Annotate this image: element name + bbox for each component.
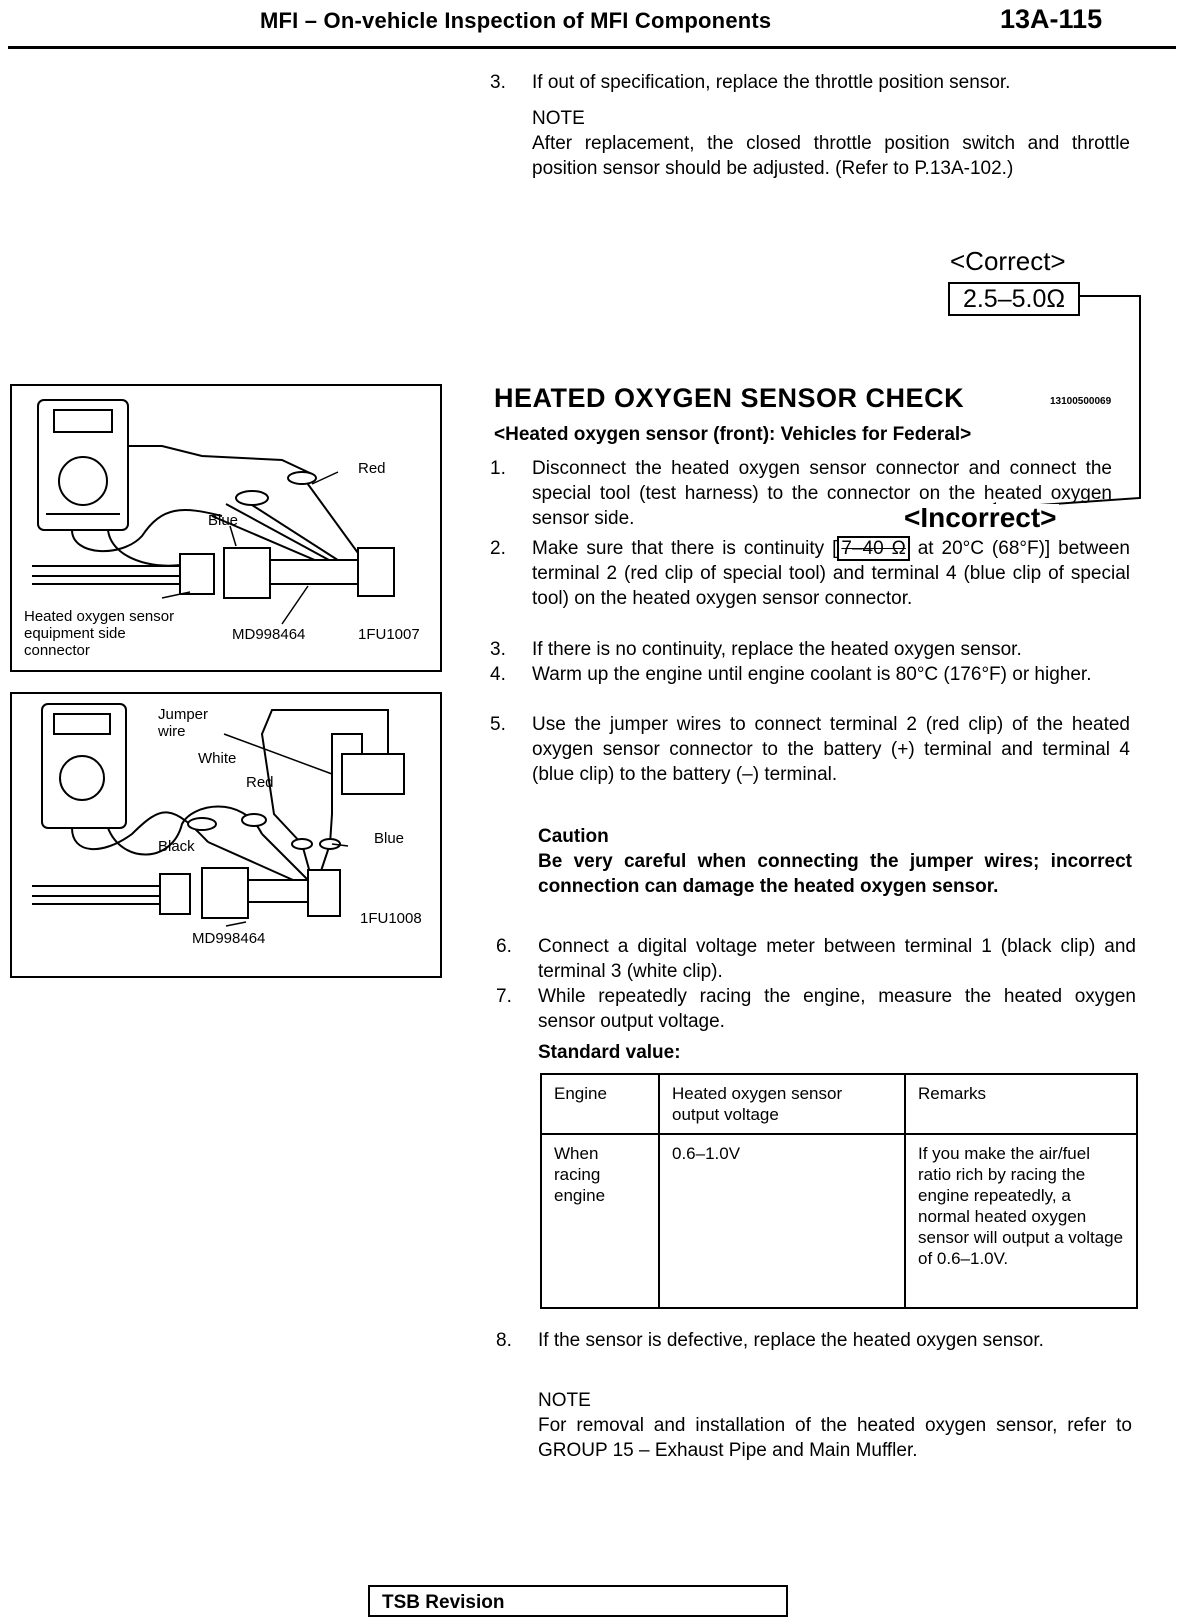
figure-1 (10, 384, 442, 672)
figure-1-label-connector: Heated oxygen sensor equipment side connector (24, 608, 175, 659)
step-number: 5. (490, 714, 506, 735)
section-subtitle: <Heated oxygen sensor (front): Vehicles for Federal> (494, 424, 972, 445)
standard-value-label: Standard value: (538, 1042, 681, 1063)
figure-2-label-white: White (198, 750, 237, 767)
table-header: Heated oxygen sensor output voltage (659, 1074, 905, 1134)
step-number: 2. (490, 538, 506, 559)
step-text-after: at 20°C (68°F)] between terminal 2 (red clip of special tool) and terminal 4 (blue clip of special tool) on the heated oxygen sensor connector. (532, 538, 1130, 609)
figure-1-label-tool: MD998464 (232, 626, 306, 643)
table-cell: When racing engine (541, 1134, 659, 1308)
figure-2-label-jumper: Jumper wire (158, 706, 209, 740)
correct-label: <Correct> (950, 246, 1066, 276)
figure-2-label-black: Black (158, 838, 195, 855)
table-header-row (541, 1074, 1137, 1134)
figure-2-label-blue: Blue (374, 830, 405, 847)
figure-2-label-tool: MD998464 (192, 930, 266, 947)
table-cell: 0.6–1.0V (659, 1134, 905, 1308)
figure-1-label-blue: Blue (208, 512, 239, 529)
note-text: After replacement, the closed throttle position switch and throttle position sensor should be adjusted. (Refer to P.13A-102.) (532, 133, 1130, 179)
table-header: Remarks (905, 1074, 1137, 1134)
step-text: Warm up the engine until engine coolant is 80°C (176°F) or higher. (532, 664, 1092, 685)
caution-text: Be very careful when connecting the jumper wires; incorrect connection can damage the heated oxygen sensor. (538, 851, 1132, 897)
step-number: 4. (490, 664, 506, 685)
struck-value: 7–40 Ω (837, 536, 909, 561)
step-number: 1. (490, 458, 506, 479)
figure-1-label-red: Red (358, 460, 386, 477)
step-number: 8. (496, 1330, 512, 1351)
incorrect-label: <Incorrect> (904, 502, 1057, 533)
section-title: HEATED OXYGEN SENSOR CHECK (494, 383, 965, 413)
note-label: NOTE (532, 108, 585, 129)
step-number: 6. (496, 936, 512, 957)
step-text: If there is no continuity, replace the heated oxygen sensor. (532, 639, 1022, 660)
tsb-revision-box: TSB Revision (368, 1585, 788, 1617)
step-text-before: Make sure that there is continuity [ (532, 538, 838, 559)
step-number: 3. (490, 639, 506, 660)
final-note-text: For removal and installation of the heated oxygen sensor, refer to GROUP 15 – Exhaust Pipe and Main Muffler. (538, 1415, 1132, 1461)
table-header: Engine (541, 1074, 659, 1134)
step-number: 3. (490, 72, 506, 93)
table-row (541, 1134, 1137, 1308)
correct-value-box: 2.5–5.0Ω (948, 282, 1080, 316)
caution-label: Caution (538, 826, 609, 847)
section-code: 13100500069 (1050, 396, 1112, 407)
step-text: Use the jumper wires to connect terminal 2 (red clip) of the heated oxygen sensor connector to the battery (+) terminal and terminal 4 (blue clip) to the battery (–) terminal. (532, 714, 1130, 785)
figure-2-label-red: Red (246, 774, 274, 791)
table-cell: If you make the air/fuel ratio rich by racing the engine repeatedly, a normal heated oxygen sensor will output a voltage of 0.6–1.0V. (905, 1134, 1137, 1308)
step-text: If the sensor is defective, replace the heated oxygen sensor. (538, 1330, 1044, 1351)
final-note-label: NOTE (538, 1390, 591, 1411)
step-text: While repeatedly racing the engine, measure the heated oxygen sensor output voltage. (538, 986, 1136, 1032)
figure-1-label-id: 1FU1007 (358, 626, 420, 643)
step-text: Disconnect the heated oxygen sensor connector and connect the special tool (test harness) to the connector on the heated oxygen sensor side. (532, 458, 1112, 529)
step-text: If out of specification, replace the throttle position sensor. (532, 72, 1011, 93)
page-header-title: MFI – On-vehicle Inspection of MFI Components (260, 8, 772, 33)
figure-2 (10, 692, 442, 978)
step-text: Connect a digital voltage meter between terminal 1 (black clip) and terminal 3 (white clip). (538, 936, 1136, 982)
standard-value-table (540, 1073, 1138, 1309)
step-number: 7. (496, 986, 512, 1007)
step-text (532, 536, 1130, 611)
page-number: 13A-115 (1000, 4, 1103, 34)
figure-2-label-id: 1FU1008 (360, 910, 422, 927)
